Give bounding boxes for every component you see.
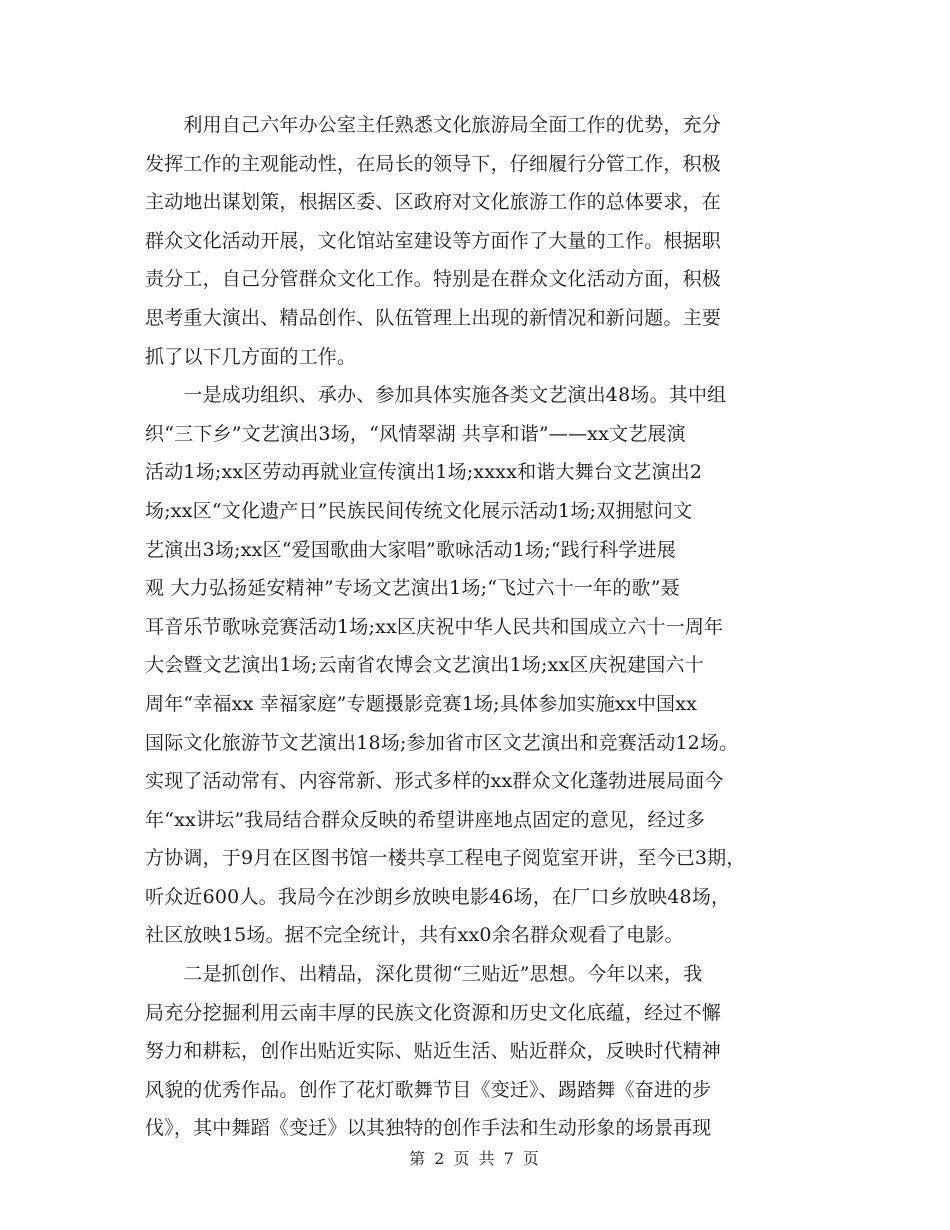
text-line: 艺演出3场;xx区“爱国歌曲大家唱”歌咏活动1场;“践行科学进展 [145, 538, 676, 561]
text-line: 周年“幸福xx 幸福家庭”专题摄影竞赛1场;具体参加实施xx中国xx [145, 692, 698, 715]
text-line: 利用自己六年办公室主任熟悉文化旅游局全面工作的优势，充分 [145, 114, 722, 136]
text-line: 主动地出谋划策，根据区委、区政府对文化旅游工作的总体要求，在 [145, 191, 722, 214]
text-line: 抓了以下几方面的工作。 [145, 345, 357, 368]
text-line: 年“xx讲坛”我局结合群众反映的希望讲座地点固定的意见，经过多 [145, 808, 706, 831]
text-line: 发挥工作的主观能动性，在局长的领导下，仔细履行分管工作，积极 [145, 152, 722, 175]
text-line: 群众文化活动开展，文化馆站室建设等方面作了大量的工作。根据职 [145, 229, 722, 252]
text-line: 二是抓创作、出精品，深化贯彻“三贴近”思想。今年以来，我 [145, 963, 703, 986]
text-line: 局充分挖掘利用云南丰厚的民族文化资源和历史文化底蕴，经过不懈 [145, 1001, 722, 1024]
text-line: 伐》，其中舞蹈《变迁》以其独特的创作手法和生动形象的场景再现 [145, 1117, 712, 1140]
text-line: 一是成功组织、承办、参加具体实施各类文艺演出48场。其中组 [145, 384, 727, 407]
text-line: 方协调，于9月在区图书馆一楼共享工程电子阅览室开讲，至今已3期， [145, 847, 746, 870]
text-line: 耳音乐节歌咏竞赛活动1场;xx区庆祝中华人民共和国成立六十一周年 [145, 615, 724, 638]
body-text [145, 106, 810, 1148]
page-footer: 第 2 页 共 7 页 [409, 1149, 541, 1168]
text-line: 实现了活动常有、内容常新、形式多样的xx群众文化蓬勃进展局面今 [145, 770, 724, 793]
text-line: 责分工，自己分管群众文化工作。特别是在群众文化活动方面，积极 [145, 268, 722, 291]
text-line: 观 大力弘扬延安精神”专场文艺演出1场;“飞过六十一年的歌”聂 [145, 577, 680, 600]
text-line: 风貌的优秀作品。创作了花灯歌舞节目《变迁》、踢踏舞《奋进的步 [145, 1078, 712, 1101]
text-line: 大会暨文艺演出1场;云南省农博会文艺演出1场;xx区庆祝建国六十 [145, 654, 704, 677]
text-line: 国际文化旅游节文艺演出18场;参加省市区文艺演出和竞赛活动12场。 [145, 731, 739, 754]
text-line: 听众近600人。我局今在沙朗乡放映电影46场，在厂口乡放映48场， [145, 885, 731, 908]
text-line: 思考重大演出、精品创作、队伍管理上出现的新情况和新问题。主要 [145, 306, 722, 329]
text-line: 努力和耕耘，创作出贴近实际、贴近生活、贴近群众，反映时代精神 [145, 1040, 722, 1063]
text-line: 场;xx区“文化遗产日”民族民间传统文化展示活动1场;双拥慰问文 [145, 499, 693, 522]
text-line: 织“三下乡”文艺演出3场，“风情翠湖 共享和谐”——xx文艺展演 [145, 422, 686, 445]
text-line: 社区放映15场。据不完全统计，共有xx0余名群众观看了电影。 [145, 924, 684, 947]
text-line: 活动1场;xx区劳动再就业宣传演出1场;xxxx和谐大舞台文艺演出2 [145, 461, 703, 484]
